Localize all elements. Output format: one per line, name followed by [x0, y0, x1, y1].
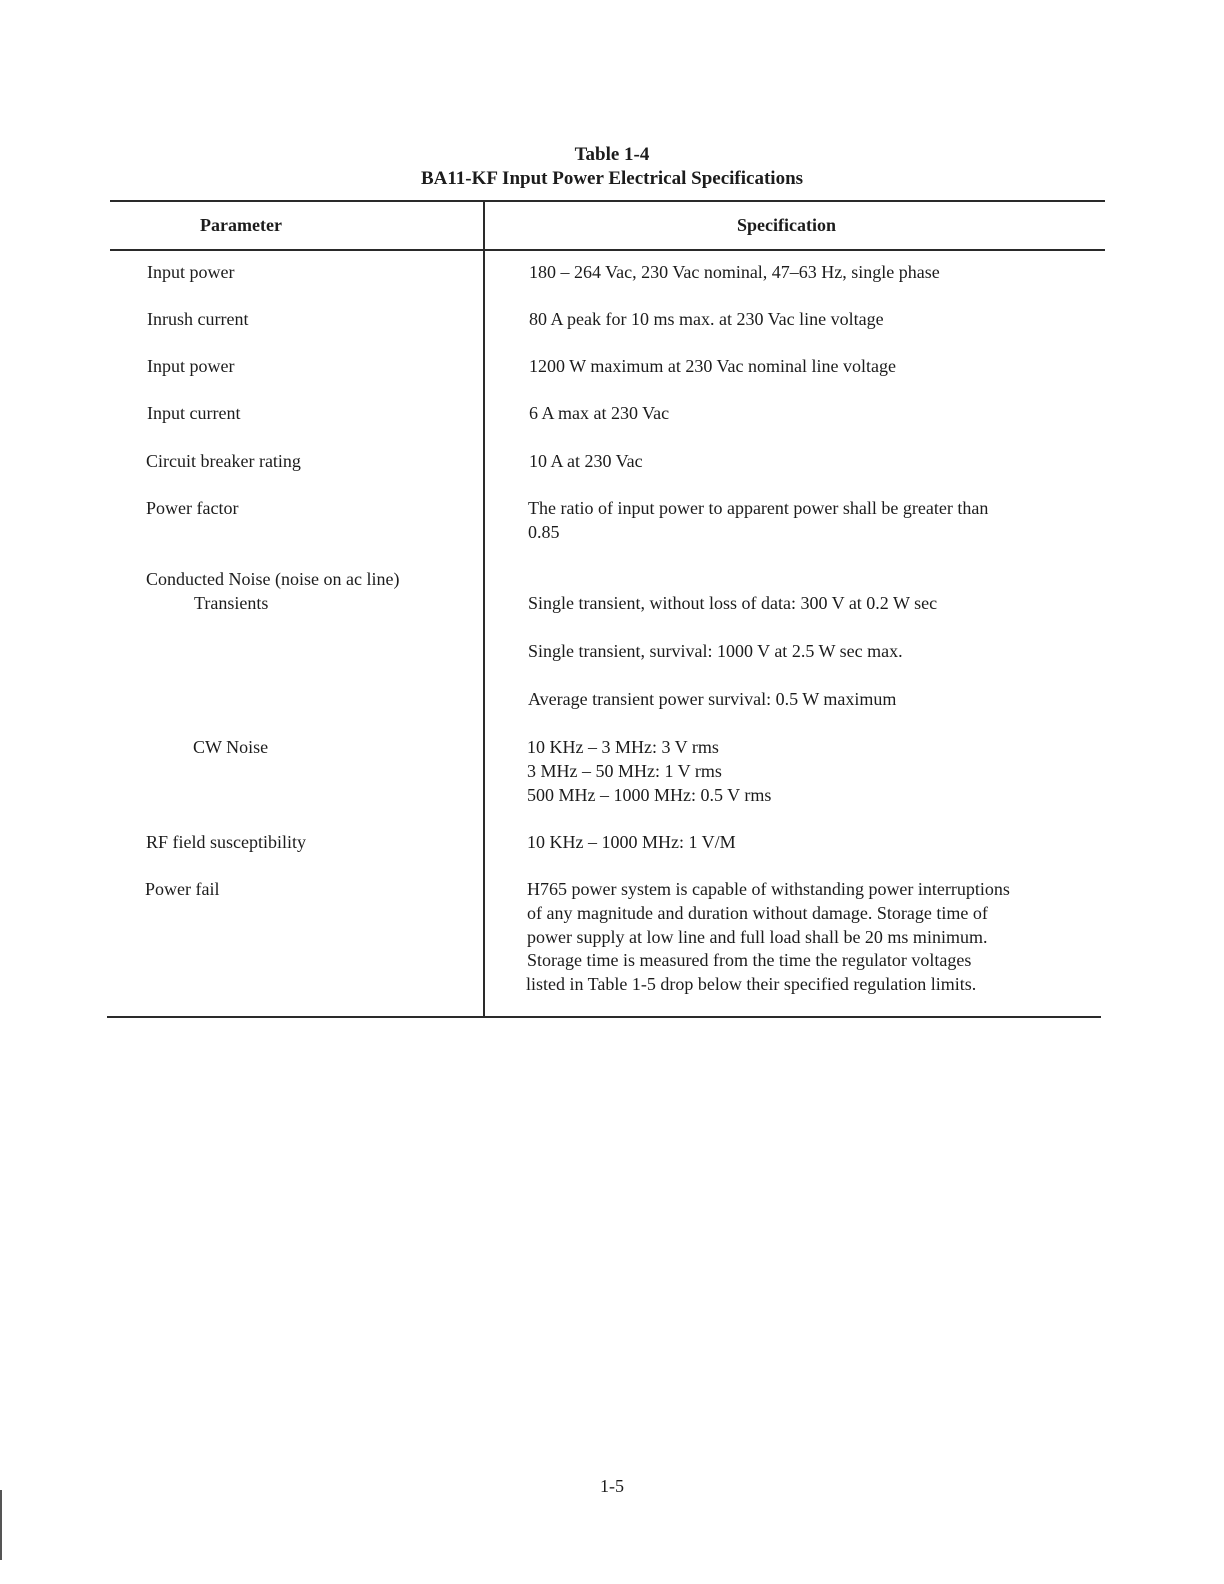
- row-specification: H765 power system is capable of withstanding power interruptions: [527, 879, 1010, 899]
- row-parameter: Input current: [147, 403, 241, 423]
- row-specification: 80 A peak for 10 ms max. at 230 Vac line voltage: [529, 309, 884, 329]
- table-column-divider: [483, 202, 485, 1016]
- row-parameter: Circuit breaker rating: [146, 451, 301, 471]
- row-parameter: Inrush current: [147, 309, 249, 329]
- row-specification: Single transient, without loss of data: 300 V at 0.2 W sec: [528, 593, 938, 613]
- row-parameter: Conducted Noise (noise on ac line): [146, 569, 400, 589]
- row-specification: 10 KHz – 3 MHz: 3 V rms: [527, 737, 719, 757]
- row-specification: listed in Table 1-5 drop below their specified regulation limits.: [526, 974, 977, 994]
- header-specification: Specification: [737, 215, 836, 235]
- row-specification: of any magnitude and duration without damage. Storage time of: [527, 903, 988, 923]
- row-specification: Single transient, survival: 1000 V at 2.5 W sec max.: [528, 641, 903, 661]
- row-parameter: Input power: [147, 262, 235, 282]
- row-specification: 10 KHz – 1000 MHz: 1 V/M: [527, 832, 736, 852]
- row-specification: Average transient power survival: 0.5 W maximum: [528, 689, 897, 709]
- row-parameter: RF field susceptibility: [146, 832, 306, 852]
- table-bottom-rule: [107, 1016, 1101, 1018]
- row-parameter: CW Noise: [193, 737, 269, 757]
- row-specification: 6 A max at 230 Vac: [529, 403, 670, 423]
- row-parameter: Power factor: [146, 498, 239, 518]
- row-specification: Storage time is measured from the time the regulator voltages: [527, 950, 972, 970]
- table-number: Table 1-4: [574, 144, 650, 165]
- row-specification: power supply at low line and full load shall be 20 ms minimum.: [527, 927, 988, 947]
- page-number: 1-5: [600, 1476, 624, 1496]
- header-parameter: Parameter: [200, 215, 282, 235]
- table-title: BA11-KF Input Power Electrical Specifications: [420, 168, 804, 189]
- row-specification: 10 A at 230 Vac: [529, 451, 643, 471]
- table-top-rule: [110, 200, 1105, 202]
- row-specification: 180 – 264 Vac, 230 Vac nominal, 47–63 Hz, single phase: [529, 262, 940, 282]
- row-specification: The ratio of input power to apparent power shall be greater than: [528, 498, 989, 518]
- row-specification: 3 MHz – 50 MHz: 1 V rms: [527, 761, 722, 781]
- scan-edge-mark: [0, 1490, 2, 1560]
- row-specification: 1200 W maximum at 230 Vac nominal line voltage: [529, 356, 896, 376]
- row-specification: 0.85: [528, 522, 560, 542]
- table-header-rule: [110, 249, 1105, 251]
- row-parameter: Transients: [194, 593, 269, 613]
- row-specification: 500 MHz – 1000 MHz: 0.5 V rms: [527, 785, 772, 805]
- row-parameter: Input power: [147, 356, 235, 376]
- row-parameter: Power fail: [145, 879, 220, 899]
